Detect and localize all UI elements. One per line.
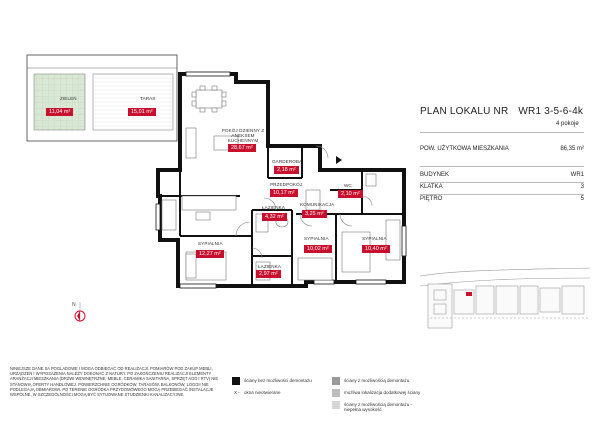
room-name-hall: PRZEDPOKÓJ	[270, 182, 303, 187]
detail-label-budynek: BUDYNEK	[420, 172, 450, 178]
room-area-bed1: 12,27 m²	[196, 250, 224, 258]
usable-area-label: POW. UŻYTKOWA MIESZKANIA	[420, 146, 509, 152]
divider	[420, 132, 584, 133]
green-area	[34, 74, 85, 130]
room-name-bed2: SYPIALNIA	[304, 236, 329, 241]
room-name-bed1: SYPIALNIA	[198, 241, 223, 246]
usable-area-value: 86,35 m²	[560, 146, 584, 152]
legend-swatch-partial-height	[332, 401, 340, 409]
legend-swatch-extra-wall	[332, 389, 340, 397]
room-area-wc: 2,10 m²	[338, 190, 363, 198]
room-area-corridor: 3,25 m²	[302, 210, 327, 218]
detail-value-klatka: 3	[580, 184, 584, 190]
room-area-living: 28,67 m²	[228, 144, 256, 152]
title-text: PLAN LOKALU NR	[420, 106, 509, 117]
rooms-count: 4 pokoje	[556, 121, 579, 127]
room-area-hall: 10,17 m²	[270, 189, 298, 197]
room-area-zielen: 11,04 m²	[46, 108, 73, 116]
deck-area	[93, 74, 173, 130]
divider	[420, 166, 584, 167]
room-name-wardrobe: GARDEROBA	[272, 159, 303, 164]
divider	[420, 194, 584, 195]
room-name-bath2: ŁAZIENKA	[258, 264, 282, 269]
legend-label-removable: ściany z możliwością demontażu	[344, 378, 410, 383]
detail-value-pietro: 5	[580, 196, 584, 202]
room-name-taras: TARAS	[140, 96, 156, 101]
key-plan	[420, 268, 590, 328]
disclaimer-text: NINIEJSZE DANE SA POGLADOWE I MOGA ODBIEGAĆ OD REALIZACJI. POMIARÓW POD ZAKUP MEBLI, URZĄDZEŃ I WYPOSAŻENIA NALEŻY DOKONAĆ Z NATURY. PO ZAKOŃCZENIU REALIZACJI ELEMENTY ARANŻACJI MIESZKANIA (DRZWI WEWNĘTRZNE, MEBLE, CERAMIKA SANITARNA, SPRZĘT AGD I RTV) NIE STANOWIĄ OFERTY HANDLOWEJ. POWIERZCHNIE OGRÓDKÓW, TARASÓW, BALKONÓW, LOGGII NIE PODLEGAJĄ OBMIAROWI. PO TERENIE OGRÓDKA PRZYDOMOWEGO MOGĄ PRZEBIEGAĆ INSTALACJE WSPÓLNE, W SZCZEGÓLNOŚCI MOGĄ BYĆ SYTUOWANE STUDZIENKI KANALIZACYJNE.	[10, 366, 219, 398]
room-name-wc: WC	[344, 183, 352, 188]
room-area-taras: 15,01 m²	[128, 108, 156, 116]
detail-label-klatka: KLATKA	[420, 184, 443, 190]
detail-label-pietro: PIĘTRO	[420, 196, 443, 202]
divider	[420, 182, 584, 183]
room-area-wardrobe: 2,18 m²	[274, 166, 299, 174]
room-name-bed3: SYPIALNIA	[362, 236, 387, 241]
legend-label-partial-height: ściany z możliwością demontażu - niepełna wysokość	[344, 402, 413, 412]
apartment-code: WR1 3-5-6-4k	[518, 106, 584, 117]
legend-marker-fixed-window: X -	[234, 390, 240, 395]
room-area-bed2: 10,02 m²	[304, 245, 332, 253]
legend-swatch-removable	[332, 377, 340, 385]
page-title	[420, 106, 583, 117]
room-area-bath2: 2,97 m²	[256, 270, 281, 278]
room-area-bath1: 4,32 m²	[262, 213, 287, 221]
room-name-zielen: ZIELEŃ	[60, 96, 77, 101]
compass-label: N	[72, 302, 76, 308]
legend-label-extra-wall: możliwa lokalizacja dodatkowej ściany	[344, 390, 421, 395]
legend-label-load-bearing: ściany bez możliwości demontażu	[244, 378, 312, 383]
compass-icon	[75, 302, 85, 322]
legend-label-fixed-window: okna nieotwierane	[244, 390, 281, 395]
entrance-arrow-icon	[336, 156, 342, 164]
room-name-bath1: ŁAZIENKA	[262, 205, 286, 210]
legend-swatch-load-bearing	[232, 377, 240, 385]
detail-value-budynek: WR1	[570, 172, 584, 178]
room-name-living: POKÓJ DZIENNY Z ANEKSEM KUCHENNYM	[221, 128, 265, 144]
room-name-corridor: KOMUNIKACJA	[300, 202, 335, 207]
room-area-bed3: 10,40 m²	[362, 245, 390, 253]
